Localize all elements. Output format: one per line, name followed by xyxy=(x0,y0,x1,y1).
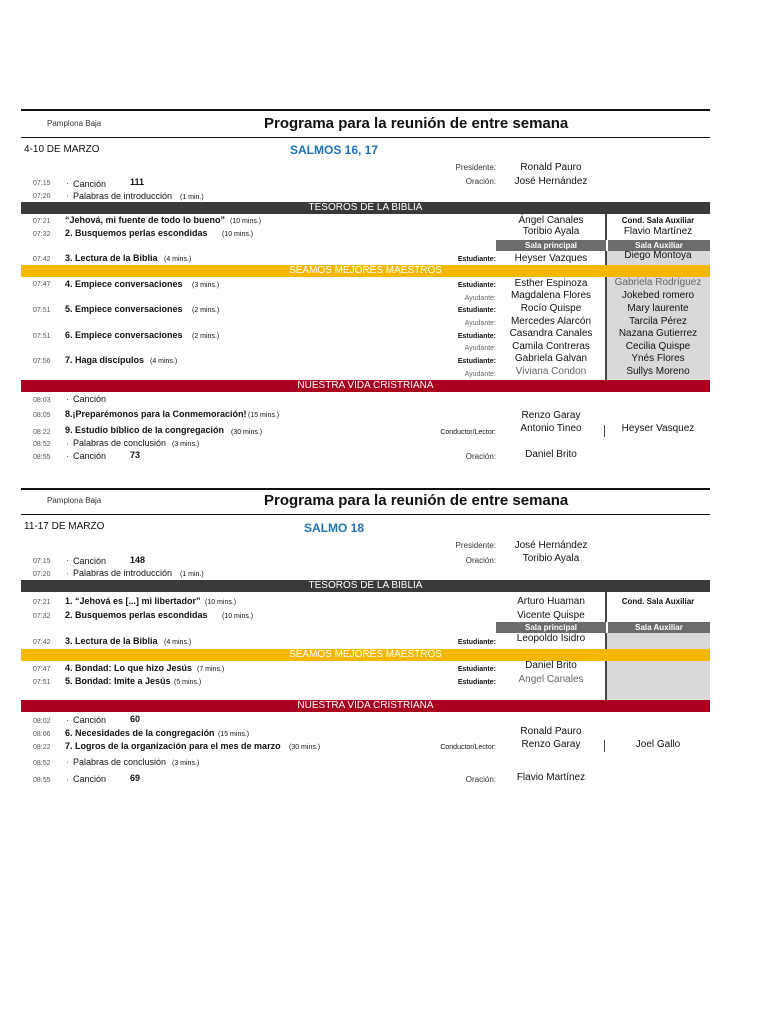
part6-time: 07:51 xyxy=(33,333,51,340)
gems-name: Vicente Quispe xyxy=(517,610,585,621)
opening-song-label: Canción xyxy=(73,556,107,566)
aux-room-conductor-header: Cond. Sala Auxiliar xyxy=(621,216,695,225)
living-part7-conductor: Renzo Garay xyxy=(521,739,581,750)
title-rule xyxy=(21,137,710,138)
helper-label: Ayudante: xyxy=(464,345,496,352)
congregation-name: Pamplona Baja xyxy=(47,496,102,505)
opening-prayer-label: Oración: xyxy=(465,177,496,186)
living-part8-name: Renzo Garay xyxy=(521,410,581,421)
aux-room-conductor-name: Flavio Martínez xyxy=(623,226,693,237)
conclusion-time: 08:52 xyxy=(33,441,51,448)
cbs-title: 9. Estudio bíblico de la congregación xyxy=(65,425,225,435)
conclusion-time: 08:52 xyxy=(33,760,51,767)
part5-student: Angel Canales xyxy=(518,674,584,685)
president-label: Presidente: xyxy=(455,541,496,550)
part6-title: 6. Empiece conversaciones xyxy=(65,330,183,340)
closing-prayer-name: Daniel Brito xyxy=(525,449,577,460)
intro-time: 07:20 xyxy=(33,571,51,578)
part4-helper: Magdalena Flores xyxy=(510,290,592,301)
title-rule xyxy=(21,514,710,515)
intro-time: 07:20 xyxy=(33,193,51,200)
part7-helper: Viviana Condon xyxy=(515,366,587,377)
treasures-talk-title: “Jehová, mi fuente de todo lo bueno” xyxy=(65,215,226,225)
part5-helper: Mercedes Alarcón xyxy=(510,316,592,327)
conclusion-label: Palabras de conclusión xyxy=(73,757,167,767)
living-part8-title: 8.¡Preparémonos para la Conmemoración! xyxy=(65,409,247,419)
closing-prayer-label: Oración: xyxy=(465,452,496,461)
part4-title: 4. Empiece conversaciones xyxy=(65,279,183,289)
opening-song-number: 111 xyxy=(130,177,145,187)
gems-time: 07:32 xyxy=(33,231,51,238)
part5-title: 5. Bondad: Imite a Jesús xyxy=(65,676,171,686)
intro-duration: (1 min.) xyxy=(180,194,204,201)
closing-song-number: 73 xyxy=(130,450,141,460)
aux-column-ministry xyxy=(606,661,710,700)
bullet: · xyxy=(66,757,69,767)
bullet: · xyxy=(66,568,69,578)
part4-student: Daniel Brito xyxy=(525,660,577,671)
gems-duration: (10 mins.) xyxy=(222,613,254,620)
bible-reading-time: 07:42 xyxy=(33,639,51,646)
congregation-name: Pamplona Baja xyxy=(47,119,102,128)
treasures-talk-duration: (10 mins.) xyxy=(230,218,262,225)
part7-time: 07:56 xyxy=(33,358,51,365)
section-treasures: TESOROS DE LA BIBLIA xyxy=(21,580,710,592)
helper-label: Ayudante: xyxy=(464,371,496,378)
bible-reading-time: 07:42 xyxy=(33,256,51,263)
bullet: · xyxy=(66,774,69,784)
aux-room-header: Sala Auxiliar xyxy=(608,240,710,251)
treasures-talk-name: Arturo Huaman xyxy=(517,596,585,607)
closing-prayer-name: Flavio Martínez xyxy=(516,772,586,783)
opening-song-time: 07:15 xyxy=(33,180,51,187)
bible-reading-student: Heyser Vazques xyxy=(514,253,588,264)
part7-title: 7. Haga discípulos xyxy=(65,355,145,365)
treasures-talk-time: 07:21 xyxy=(33,599,51,606)
bible-reading-duration: (4 mins.) xyxy=(164,256,192,263)
section-christian-living: NUESTRA VIDA CRISTRIANA xyxy=(21,380,710,392)
program-title: Programa para la reunión de entre semana xyxy=(264,115,569,132)
bullet: · xyxy=(66,438,69,448)
part5-title: 5. Empiece conversaciones xyxy=(65,304,183,314)
section-ministry: SEAMOS MEJORES MAESTROS xyxy=(21,265,710,277)
living-part8-time: 08:05 xyxy=(33,412,51,419)
opening-song-number: 148 xyxy=(130,555,146,565)
top-rule xyxy=(21,109,710,111)
opening-song-label: Canción xyxy=(73,179,107,189)
closing-song-time: 08:55 xyxy=(33,777,51,784)
cbs-conductor: Antonio Tineo xyxy=(520,423,582,434)
part5-duration: (2 mins.) xyxy=(192,307,220,314)
student-label: Estudiante: xyxy=(457,679,496,686)
bullet: · xyxy=(66,191,69,201)
closing-song-label: Canción xyxy=(73,774,107,784)
closing-song-time: 08:55 xyxy=(33,454,51,461)
bible-reading: SALMO 18 xyxy=(304,521,365,535)
living-part6-duration: (15 mins.) xyxy=(218,731,250,738)
gems-duration: (10 mins.) xyxy=(222,231,254,238)
part4-aux-helper: Jokebed romero xyxy=(621,290,695,301)
section-ministry: SEAMOS MEJORES MAESTROS xyxy=(21,649,710,661)
bullet: · xyxy=(66,451,69,461)
part6-duration: (2 mins.) xyxy=(192,333,220,340)
part4-aux-student: Gabriela Rodríguez xyxy=(614,277,702,288)
treasures-talk-duration: (10 mins.) xyxy=(205,599,237,606)
gems-title: 2. Busquemos perlas escondidas xyxy=(65,228,208,238)
living-part6-title: 6. Necesidades de la congregación xyxy=(65,728,215,738)
opening-song-time: 07:15 xyxy=(33,558,51,565)
week-dates: 4-10 DE MARZO xyxy=(24,144,100,155)
bullet: · xyxy=(66,178,69,188)
mid-song-label: Canción xyxy=(73,715,107,725)
student-label: Estudiante: xyxy=(457,282,496,289)
opening-prayer-label: Oración: xyxy=(465,556,496,565)
part4-duration: (3 mins.) xyxy=(192,282,220,289)
treasures-talk-title: 1. “Jehová es [...] mi libertador” xyxy=(65,596,201,606)
aux-column-reading xyxy=(606,633,710,649)
section-christian-living: NUESTRA VIDA CRISTRIANA xyxy=(21,700,710,712)
bullet: · xyxy=(66,715,69,725)
bullet: · xyxy=(66,555,69,565)
closing-song-number: 69 xyxy=(130,773,141,783)
part5-time: 07:51 xyxy=(33,679,51,686)
part7-duration: (4 mins.) xyxy=(150,358,178,365)
bible-reading-duration: (4 mins.) xyxy=(164,639,192,646)
conductor-reader-divider xyxy=(604,740,605,752)
part5-time: 07:51 xyxy=(33,307,51,314)
intro-duration: (1 min.) xyxy=(180,571,204,578)
president-label: Presidente: xyxy=(455,163,496,172)
part4-time: 07:47 xyxy=(33,666,51,673)
program-title: Programa para la reunión de entre semana xyxy=(264,492,569,509)
part7-student: Gabriela Galvan xyxy=(514,353,588,364)
part6-student: Casandra Canales xyxy=(509,328,593,339)
mid-song-time: 08:02 xyxy=(33,718,51,725)
helper-label: Ayudante: xyxy=(464,295,496,302)
mid-song-number: 60 xyxy=(130,714,141,724)
bible-reading-title: 3. Lectura de la Biblia xyxy=(65,636,158,646)
section-treasures: TESOROS DE LA BIBLIA xyxy=(21,202,710,214)
student-label: Estudiante: xyxy=(457,256,496,263)
part4-title: 4. Bondad: Lo que hizo Jesús xyxy=(65,663,193,673)
conductor-reader-label: Conductor/Lector: xyxy=(440,744,496,751)
part5-aux-helper: Tarcila Pérez xyxy=(629,316,687,327)
bible-reading-title: 3. Lectura de la Biblia xyxy=(65,253,158,263)
gems-time: 07:32 xyxy=(33,613,51,620)
week-dates: 11-17 DE MARZO xyxy=(24,521,105,532)
living-part6-time: 08:06 xyxy=(33,731,51,738)
helper-label: Ayudante: xyxy=(464,320,496,327)
closing-prayer-label: Oración: xyxy=(465,775,496,784)
mid-song-label: Canción xyxy=(73,394,107,404)
gems-name: Toribio Ayala xyxy=(522,226,580,237)
part7-aux-helper: Sullys Moreno xyxy=(626,366,690,377)
student-label: Estudiante: xyxy=(457,333,496,340)
conductor-reader-label: Conductor/Lector: xyxy=(440,429,496,436)
living-part7-reader: Joel Gallo xyxy=(635,739,681,750)
opening-prayer-name: José Hernández xyxy=(514,176,588,187)
part4-time: 07:47 xyxy=(33,281,51,288)
president-name: Ronald Pauro xyxy=(520,162,582,173)
opening-prayer-name: Toribio Ayala xyxy=(522,553,580,564)
conclusion-duration: (3 mins.) xyxy=(172,760,200,767)
treasures-talk-time: 07:21 xyxy=(33,218,51,225)
living-part7-time: 08:22 xyxy=(33,744,51,751)
part6-aux-helper: Cecilia Quispe xyxy=(625,341,691,352)
part4-student: Esther Espinoza xyxy=(514,278,588,289)
top-rule xyxy=(21,488,710,490)
president-name: José Hernández xyxy=(514,540,588,551)
gems-title: 2. Busquemos perlas escondidas xyxy=(65,610,208,620)
part6-helper: Camila Contreras xyxy=(512,341,590,352)
treasures-talk-name: Ángel Canales xyxy=(518,215,584,226)
aux-room-conductor-header: Cond. Sala Auxiliar xyxy=(621,597,695,606)
cbs-time: 08:22 xyxy=(33,429,51,436)
part6-aux-student: Nazana Gutierrez xyxy=(618,328,698,339)
intro-label: Palabras de introducción xyxy=(73,568,173,578)
mid-song-time: 08:03 xyxy=(33,397,51,404)
part7-aux-student: Ynés Flores xyxy=(631,353,685,364)
bible-reading-aux-student: Diego Montoya xyxy=(624,250,692,261)
part5-student: Rocío Quispe xyxy=(520,303,582,314)
part4-duration: (7 mins.) xyxy=(197,666,225,673)
part5-duration: (5 mins.) xyxy=(174,679,202,686)
aux-room-header: Sala Auxiliar xyxy=(608,622,710,633)
bible-reading-student: Leopoldo Isidro xyxy=(516,633,586,644)
cbs-duration: (30 mins.) xyxy=(231,429,263,436)
student-label: Estudiante: xyxy=(457,639,496,646)
living-part6-name: Ronald Pauro xyxy=(520,726,582,737)
living-part7-duration: (30 mins.) xyxy=(289,744,321,751)
main-room-header: Sala principal xyxy=(496,622,606,633)
conclusion-duration: (3 mins.) xyxy=(172,441,200,448)
main-room-header: Sala principal xyxy=(496,240,606,251)
part5-aux-student: Mary laurente xyxy=(627,303,689,314)
conductor-reader-divider xyxy=(604,425,605,437)
bullet: · xyxy=(66,394,69,404)
student-label: Estudiante: xyxy=(457,666,496,673)
living-part8-duration: (15 mins.) xyxy=(248,412,280,419)
student-label: Estudiante: xyxy=(457,358,496,365)
closing-song-label: Canción xyxy=(73,451,107,461)
conclusion-label: Palabras de conclusión xyxy=(73,438,167,448)
student-label: Estudiante: xyxy=(457,307,496,314)
living-part7-title: 7. Logros de la organización para el mes de marzo xyxy=(65,741,281,751)
intro-label: Palabras de introducción xyxy=(73,191,173,201)
bible-reading: SALMOS 16, 17 xyxy=(290,143,379,157)
cbs-reader: Heyser Vasquez xyxy=(621,423,695,434)
